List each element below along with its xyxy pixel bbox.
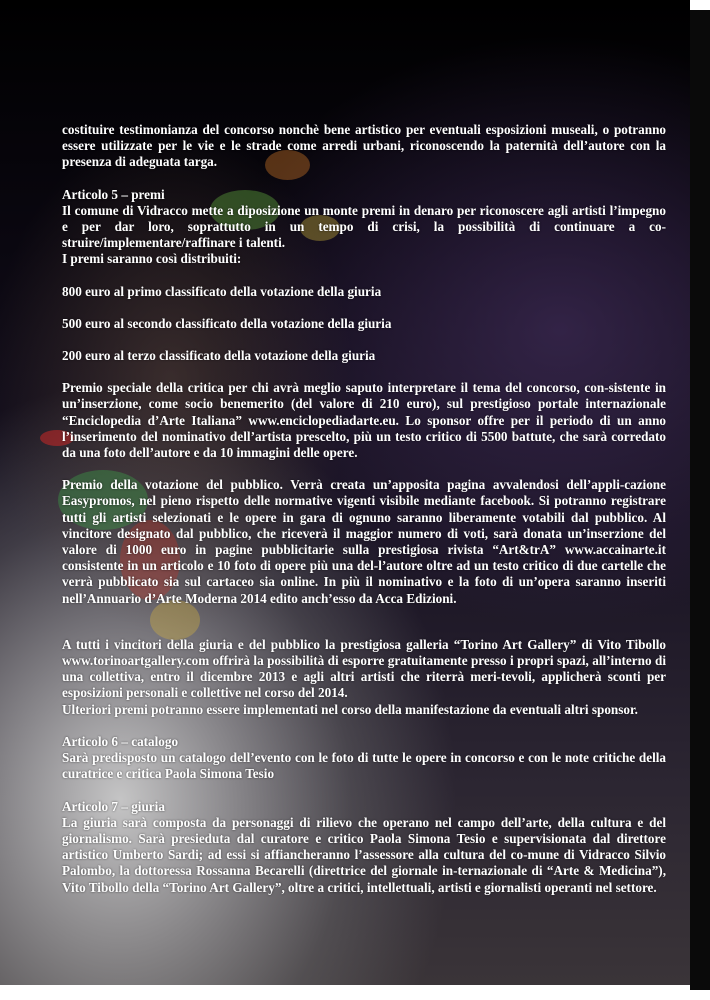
article-6-heading: Articolo 6 – catalogo [62, 733, 179, 749]
article-5-distribution: I premi saranno così distribuiti: [62, 251, 242, 267]
page-bottom-margin [0, 985, 690, 1000]
article-7-heading: Articolo 7 – giuria [62, 798, 165, 814]
article-5-body: Il comune di Vidracco mette a diposizione un monte premi in denaro per riconoscere agli artisti l’impegno e per dar loro, soprattutto in un tempo di crisi, la possibilità di continuare a co-struire/implementare/raffinare i talenti. [62, 202, 666, 251]
prize-first: 800 euro al primo classificato della votazione della giuria [62, 283, 382, 299]
document-body [62, 122, 666, 912]
intro-paragraph: costituire testimonianza del concorso nonchè bene artistico per eventuali esposizioni museali, o potranno essere utilizzate per le vie e le strade come arredi urbani, riconoscendo la paternità dell’autore con la presenza di adeguata targa. [62, 122, 666, 170]
article-7-body: La giuria sarà composta da personaggi di rilievo che operano nel campo dell’arte, della cultura e del giornalismo. Sarà presieduta dal curatore e critico Paola Simona Tesio e supervisionata dal direttore artistico Umberto Sardi; ad essi si affiancheranno l’assessore alla cultura del co-mune di Vidracco Silvio Palombo, la dottoressa Rossanna Becarelli (direttrice del giornale in-ternazionale di “Arte & Medicina”), Vito Tibollo della “Torino Art Gallery”, oltre a critici, intellettuali, artisti e giornalisti operanti nel settore. [62, 814, 666, 895]
page-edge-shadow [690, 10, 710, 990]
critics-prize-paragraph: Premio speciale della critica per chi avrà meglio saputo interpretare il tema del concorso, con-sistente in un’inserzione, come socio benemerito (del valore di 210 euro), sul prestigioso portale internazionale “Enciclopedia d’Arte Italiana” www.enciclopediadarte.eu. Lo sponsor offre per il periodo di un anno l’inserimento del nominativo dell’artista prescelto, più un testo critico di 5500 battute, che sarà corredato da una foto dell’autore e da 10 immagini delle opere. [62, 380, 666, 461]
gallery-paragraph: A tutti i vincitori della giuria e del pubblico la prestigiosa galleria “Torino Art Gallery” di Vito Tibollo www.torinoartgallery.com offrirà la possibilità di esporre gratuitamente presso i propri spazi, all’interno di una collettiva, entro il dicembre 2013 e agli altri artisti che riterrà meri-tevoli, applicherà sconti per esposizioni personali e collettive nel corso del 2014. [62, 636, 666, 701]
prize-third: 200 euro al terzo classificato della votazione della giuria [62, 348, 376, 364]
article-5-heading: Articolo 5 – premi [62, 186, 165, 202]
public-vote-paragraph: Premio della votazione del pubblico. Verrà creata un’apposita pagina avvalendosi dell’appli-cazione Easypromos, nel pieno rispetto delle normative vigenti visibile mediante facebook. Si potranno registrare tutti gli artisti selezionati e le opere in gara di ognuno saranno liberamente votabili dal pubblico. Al vincitore designato dal pubblico, che riceverà il maggior numero di voti, sarà donata un’inserzione del valore di 1000 euro in pagine pubblicitarie sulla prestigiosa rivista “Art&trA” www.accainarte.it consistente in un articolo e 10 foto di opere più una del-l’autore oltre ad un testo critico di due cartelle che verrà pubblicato sia sul cartaceo sia online. In più il nominativo e la foto di un’opera saranno inseriti nell’Annuario d’Arte Moderna 2014 edito anch’esso da Acca Edizioni. [62, 477, 666, 606]
article-6-body: Sarà predisposto un catalogo dell’evento con le foto di tutte le opere in concorso e con le note critiche della curatrice e critica Paola Simona Tesio [62, 750, 666, 782]
prize-second: 500 euro al secondo classificato della votazione della giuria [62, 315, 392, 331]
other-prizes-paragraph: Ulteriori premi potranno essere implementati nel corso della manifestazione da eventuali altri sponsor. [62, 701, 638, 717]
